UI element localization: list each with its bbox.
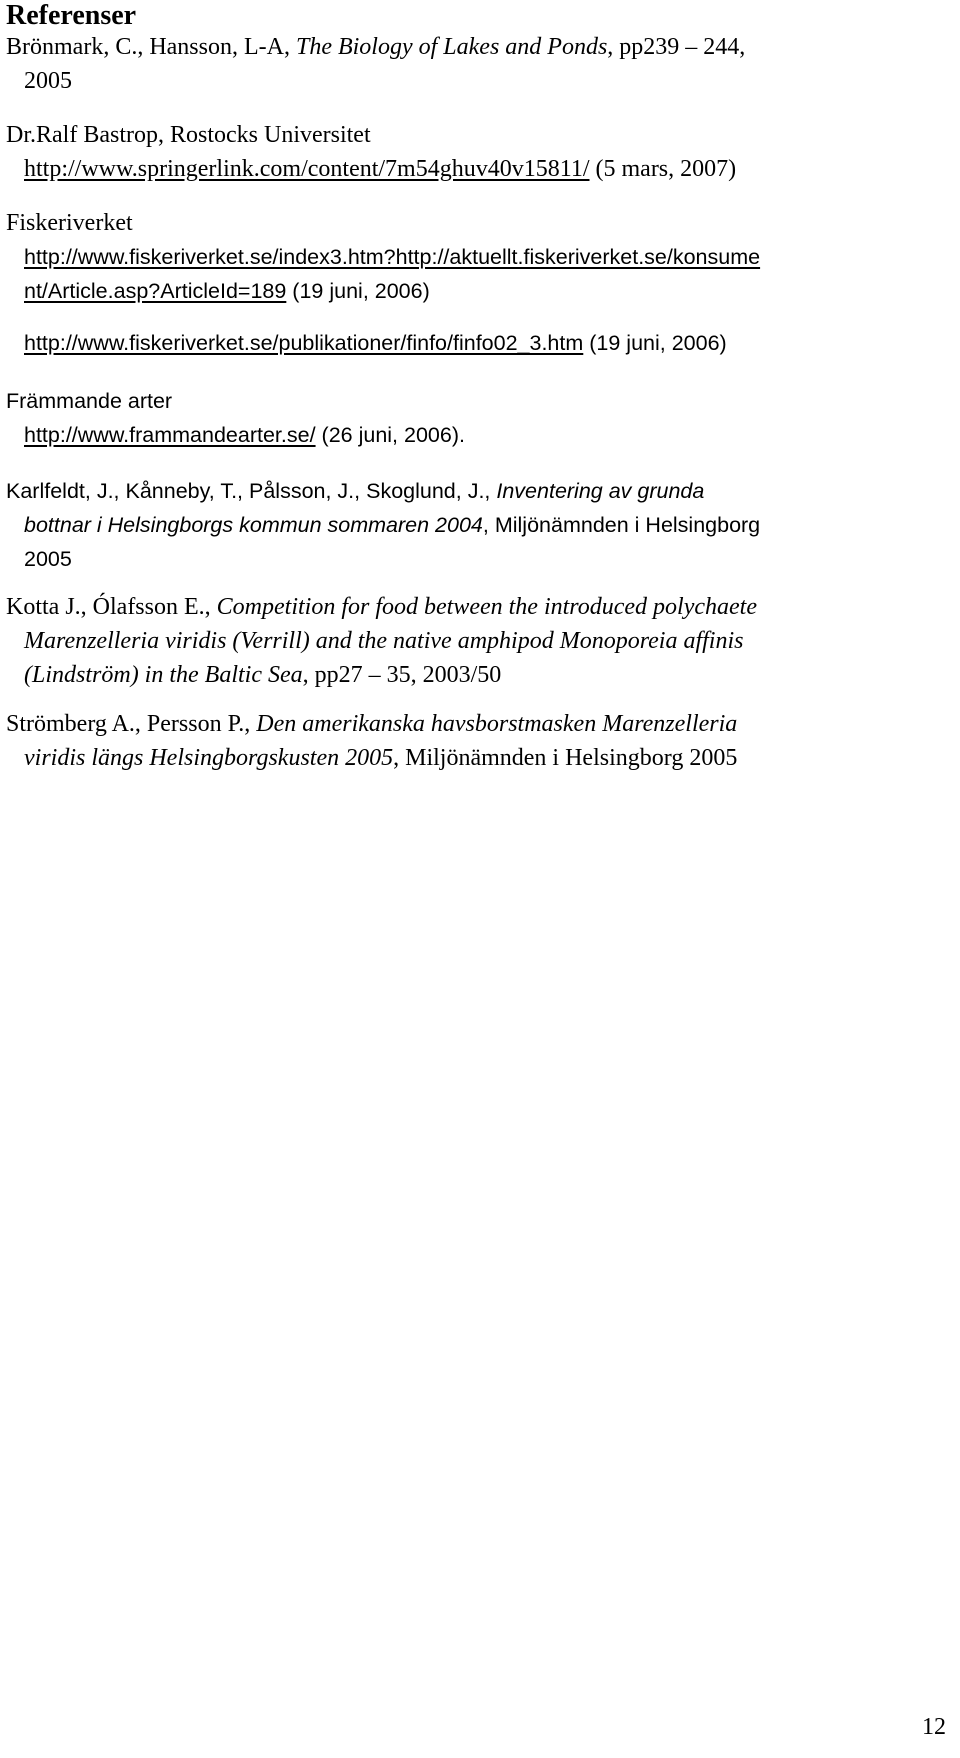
reference-title-continued: bottnar i Helsingborgs kommun sommaren 2004 (24, 513, 483, 537)
reference-access-date: (26 juni, 2006). (315, 423, 465, 447)
reference-title: Competition for food between the introduced polychaete (216, 594, 757, 620)
reference-link[interactable]: http://www.springerlink.com/content/7m54ghuv40v15811/ (24, 156, 590, 182)
reference-publisher: , Miljönämnden i Helsingborg 2005 (393, 745, 738, 771)
reference-bastrop (6, 118, 946, 186)
reference-link[interactable]: http://www.fiskeriverket.se/index3.htm?http://aktuellt.fiskeriverket.se/konsume (24, 245, 761, 269)
reference-source-name: Dr.Ralf Bastrop, Rostocks Universitet (6, 122, 371, 148)
reference-title: Inventering av grunda (496, 479, 705, 503)
reference-publisher: , Miljönämnden i Helsingborg (482, 513, 761, 537)
reference-access-date: (19 juni, 2006) (286, 279, 430, 303)
reference-link-continued[interactable]: nt/Article.asp?ArticleId=189 (24, 279, 287, 303)
reference-access-date: (19 juni, 2006) (583, 331, 727, 355)
reference-access-date: (5 mars, 2007) (589, 156, 737, 182)
reference-source-name: Fiskeriverket (6, 210, 133, 236)
reference-title-continued: (Lindström) in the Baltic Sea (24, 662, 303, 688)
reference-authors: Kotta J., Ólafsson E., (6, 594, 217, 620)
reference-stromberg (6, 707, 946, 775)
reference-title: The Biology of Lakes and Ponds (295, 34, 608, 60)
reference-authors: Brönmark, C., Hansson, L-A, (6, 34, 296, 60)
reference-bronmark (6, 30, 946, 98)
reference-pages: , pp239 – 244, (607, 34, 746, 60)
reference-title-continued: Marenzelleria viridis (Verrill) and the native amphipod Monoporeia affinis (24, 628, 744, 654)
page-number: 12 (922, 1714, 946, 1740)
reference-link[interactable]: http://www.fiskeriverket.se/publikationer/finfo/finfo02_3.htm (24, 331, 584, 355)
reference-year: 2005 (24, 68, 72, 94)
reference-kotta (6, 590, 946, 692)
page-title: Referenser (6, 0, 137, 31)
reference-title-continued: viridis längs Helsingborgskusten 2005 (24, 745, 394, 771)
reference-frammande-arter (6, 384, 946, 452)
reference-karlfeldt (6, 474, 946, 576)
reference-source-name: Främmande arter (6, 389, 173, 413)
reference-fiskeriverket (6, 206, 946, 308)
reference-authors: Karlfeldt, J., Kånneby, T., Pålsson, J., Skoglund, J., (6, 479, 497, 503)
reference-pages: , pp27 – 35, 2003/50 (302, 662, 502, 688)
reference-fiskeriverket-2 (6, 326, 946, 360)
reference-link[interactable]: http://www.frammandearter.se/ (24, 423, 316, 447)
reference-title: Den amerikanska havsborstmasken Marenzelleria (256, 711, 738, 737)
reference-authors: Strömberg A., Persson P., (6, 711, 257, 737)
reference-year: 2005 (24, 547, 72, 571)
